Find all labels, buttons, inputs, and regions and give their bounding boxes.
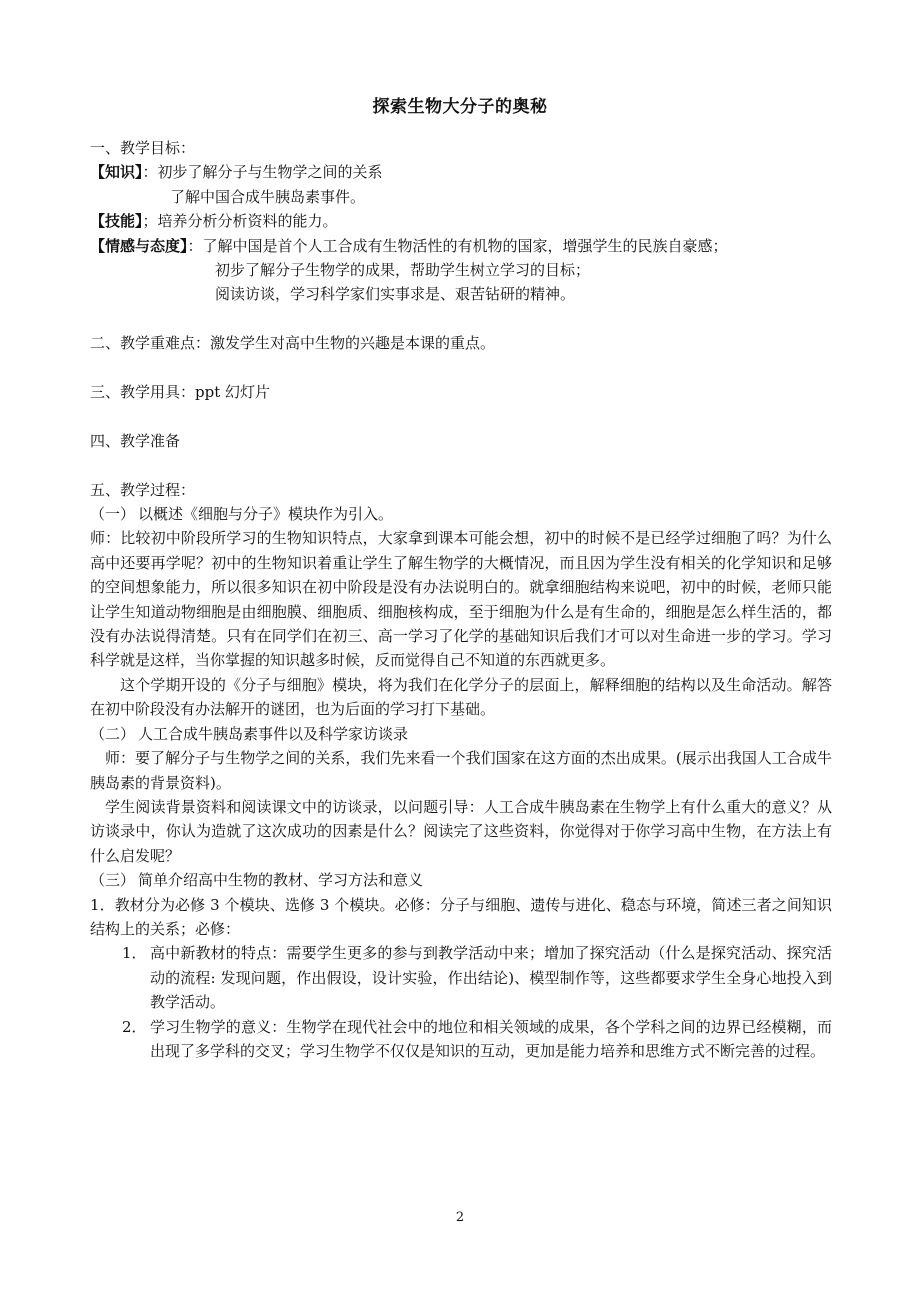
skill-text: ；培养分析分析资料的能力。 xyxy=(142,212,338,231)
part1-paragraph-1: 师：比较初中阶段所学习的生物知识特点，大家拿到课本可能会想，初中的时候不是已经学过细胞了吗？为什么高中还要再学呢？初中的生物知识着重让学生了解生物学的大概情况，而且因为学生没有相关的化学知识和足够的空间想象能力，所以很多知识在初中阶段是没有办法说明白的。就拿细胞结构来说吧，初中的时候，老师只能让学生知道动物细胞是由细胞膜、细胞质、细胞核构成，至于细胞为什么是有生命的，细胞是怎么样生活的，都没有办法说得清楚。只有在同学们在初三、高一学习了化学的基础知识后我们才可以对生命进一步的学习。学习科学就是这样，当你掌握的知识越多时候，反而觉得自己不知道的东西就更多。 xyxy=(90,529,832,670)
emotion-label: 【情感与态度】 xyxy=(90,236,188,255)
list-item-number: 1． xyxy=(122,944,147,963)
part1-number: （一） xyxy=(90,505,136,524)
knowledge-line-1 xyxy=(90,160,832,184)
part1-title: 以概述《细胞与分子》模块作为引入。 xyxy=(138,505,394,524)
emotion-text-1: ：了解中国是首个人工合成有生物活性的有机物的国家，增强学生的民族自豪感； xyxy=(187,236,728,255)
part3-number: （三） xyxy=(90,871,136,890)
part1-heading xyxy=(90,502,832,526)
section1-heading: 一、教学目标： xyxy=(90,139,196,157)
emotion-text-2: 初步了解分子生物学的成果，帮助学生树立学习的目标； xyxy=(215,261,591,280)
skill-line xyxy=(90,209,832,233)
part2-paragraph-2: 学生阅读背景资料和阅读课文中的访谈录，以问题引导：人工合成牛胰岛素在生物学上有什么重大的意义？从访谈录中，你认为造就了这次成功的因素是什么？阅读完了这些资料，你觉得对于你学习高中生物，在方法上有什么启发呢？ xyxy=(90,797,832,865)
list-item-text: 高中新教材的特点：需要学生更多的参与到教学活动中来；增加了探究活动（什么是探究活动、探究活动的流程: 发现问题，作出假设，设计实验，作出结论)、模型制作等，这些都要求学生全身心地投入到教学活动。 xyxy=(150,944,832,1012)
part2-paragraph-1: 师：要了解分子与生物学之间的关系，我们先来看一个我们国家在这方面的杰出成果。(展示出我国人工合成牛胰岛素的背景资料)。 xyxy=(90,749,832,792)
knowledge-text-1: ：初步了解分子与生物学之间的关系 xyxy=(142,163,383,182)
part2-number: （二） xyxy=(90,724,136,743)
list-item xyxy=(90,1015,832,1064)
part2-title: 人工合成牛胰岛素事件以及科学家访谈录 xyxy=(138,724,409,743)
list-item-number: 2． xyxy=(122,1017,147,1036)
part3-item-1: 1．教材分为必修 3 个模块、选修 3 个模块。必修：分子与细胞、遗传与进化、稳态与环境，简述三者之间知识结构上的关系；必修： xyxy=(90,895,832,938)
part3-title: 简单介绍高中生物的教材、学习方法和意义 xyxy=(138,871,424,890)
skill-label: 【技能】 xyxy=(90,212,143,231)
part1-paragraph-2: 这个学期开设的《分子与细胞》模块，将为我们在化学分子的层面上，解释细胞的结构以及生命活动。解答在初中阶段没有办法解开的谜团，也为后面的学习打下基础。 xyxy=(90,675,832,719)
emotion-line-1 xyxy=(90,234,832,258)
section5-heading: 五、教学过程： xyxy=(90,480,196,499)
emotion-text-3: 阅读访谈，学习科学家们实事求是、艰苦钻研的精神。 xyxy=(215,285,576,304)
knowledge-label: 【知识】 xyxy=(90,163,143,182)
document-body xyxy=(90,136,832,1063)
section3-text: 三、教学用具：ppt 幻灯片 xyxy=(90,383,271,402)
list-item-text: 学习生物学的意义：生物学在现代社会中的地位和相关领域的成果，各个学科之间的边界已经模糊，而出现了多学科的交叉；学习生物学不仅仅是知识的互动，更加是能力培养和思维方式不断完善的过程。 xyxy=(150,1017,832,1060)
list-item xyxy=(90,941,832,1014)
part2-heading xyxy=(90,722,832,746)
section2-text: 二、教学重难点：激发学生对高中生物的兴趣是本课的重点。 xyxy=(90,334,496,353)
document-title: 探索生物大分子的奥秘 xyxy=(372,97,548,117)
knowledge-text-2: 了解中国合成牛胰岛素事件。 xyxy=(170,187,366,206)
section4-text: 四、教学准备 xyxy=(90,431,181,450)
page-number: 2 xyxy=(455,1210,465,1225)
part3-heading xyxy=(90,868,832,892)
